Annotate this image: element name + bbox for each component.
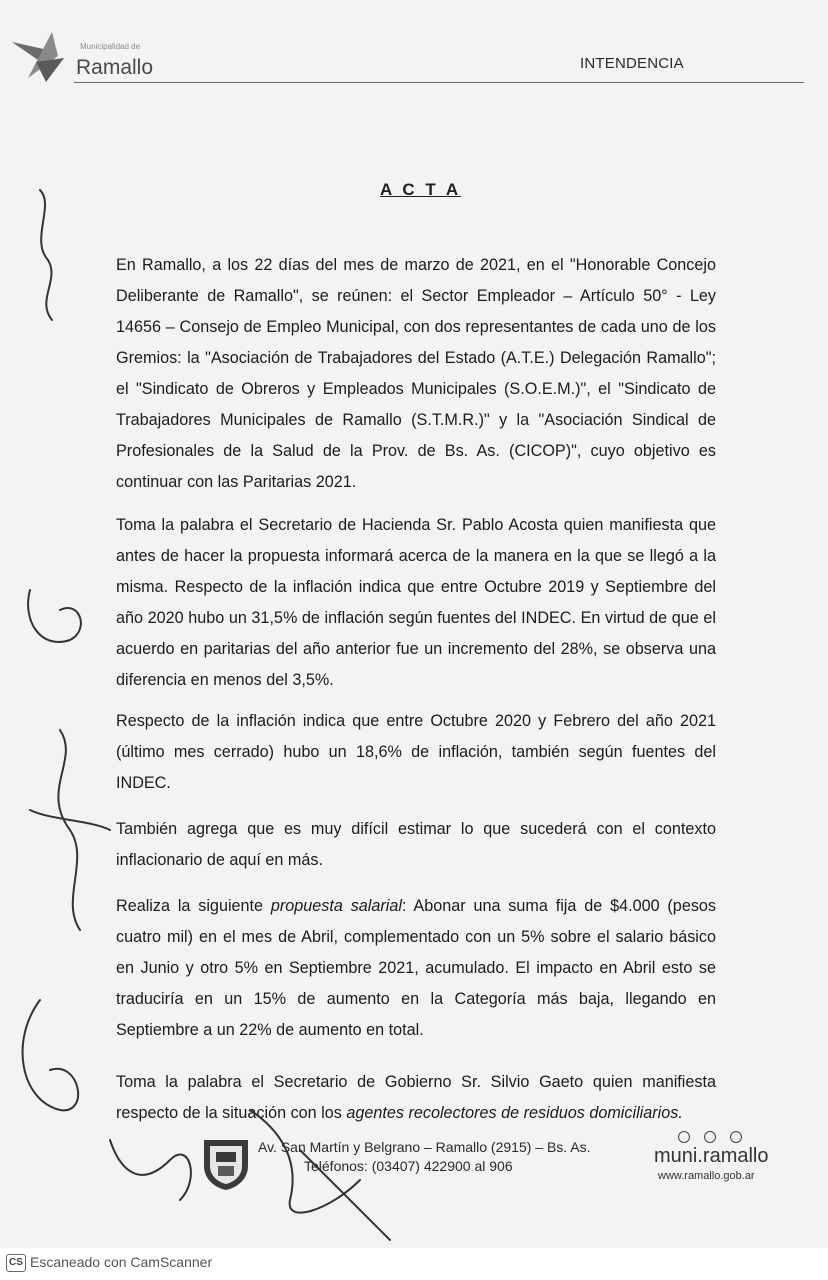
municipality-small-label: Municipalidad de — [80, 42, 141, 51]
proposal-emphasis: propuesta salarial — [270, 897, 402, 915]
scanner-label: Escaneado con CamScanner — [30, 1254, 213, 1270]
footer-address: Av. San Martín y Belgrano – Ramallo (2915) – Bs. As. — [258, 1139, 591, 1155]
document-title: A C T A — [380, 180, 462, 199]
gobierno-emphasis: agentes recolectores de residuos domiciliarios. — [346, 1104, 683, 1122]
paragraph-inflation-outlook: También agrega que es muy difícil estimar lo que sucederá con el contexto inflacionario de aquí en más. — [116, 820, 716, 869]
instagram-icon — [704, 1131, 716, 1143]
municipal-seal-icon — [200, 1136, 252, 1192]
footer-contact — [258, 1138, 591, 1176]
gobierno-lead: Toma la palabra el Secretario de Gobierno Sr. Silvio Gaeto quien manifiesta respecto de la situación con los — [116, 1073, 716, 1122]
proposal-lead: Realiza la siguiente — [116, 897, 271, 915]
social-icons — [678, 1130, 758, 1144]
municipality-name: Ramallo — [76, 56, 154, 79]
brand-name: muni.ramallo — [654, 1145, 769, 1167]
camscanner-icon: CS — [6, 1254, 26, 1272]
twitter-icon — [730, 1131, 742, 1143]
paragraph-inflation-2021: Respecto de la inflación indica que entre Octubre 2020 y Febrero del año 2021 (último mes cerrado) hubo un 18,6% de inflación, también según fuentes del INDEC. — [116, 712, 716, 792]
website-link: www.ramallo.gob.ar — [658, 1170, 755, 1182]
paragraph-hacienda-report: Toma la palabra el Secretario de Hacienda Sr. Pablo Acosta quien manifiesta que antes de hacer la propuesta informará acerca de la manera en la que se llegó a la misma. Respecto de la inflación indica que entre Octubre 2019 y Septiembre del año 2020 hubo un 31,5% de inflación según fuentes del INDEC. En virtud de que el acuerdo en paritarias del año anterior fue un incremento del 28%, se observa una diferencia en menos del 3,5%. — [116, 516, 716, 689]
paragraph-meeting-intro: En Ramallo, a los 22 días del mes de marzo de 2021, en el "Honorable Concejo Deliberante de Ramallo", se reúnen: el Sector Empleador – Artículo 50° - Ley 14656 – Consejo de Empleo Municipal, con dos representantes de cada uno de los Gremios: la "Asociación de Trabajadores del Estado (A.T.E.) Delegación Ramallo"; el "Sindicato de Obreros y Empleados Municipales (S.O.E.M.)", el "Sindicato de Trabajadores Municipales de Ramallo (S.T.M.R.)" y la "Asociación Sindical de Profesionales de la Salud de la Prov. de Bs. As. (CICOP)", cuyo objetivo es continuar con las Paritarias 2021. — [116, 256, 716, 491]
proposal-details: : Abonar una suma fija de $4.000 (pesos cuatro mil) en el mes de Abril, complementado con un 5% sobre el salario básico en Junio y otro 5% en Septiembre 2021, acumulado. El impacto en Abril esto se traduciría en un 15% de aumento en la Categoría más baja, llegando en Septiembre a un 22% de aumento en total. — [116, 897, 717, 1039]
footer-phone: Teléfonos: (03407) 422900 al 906 — [304, 1158, 513, 1174]
facebook-icon — [678, 1131, 690, 1143]
department-label: INTENDENCIA — [580, 55, 684, 72]
